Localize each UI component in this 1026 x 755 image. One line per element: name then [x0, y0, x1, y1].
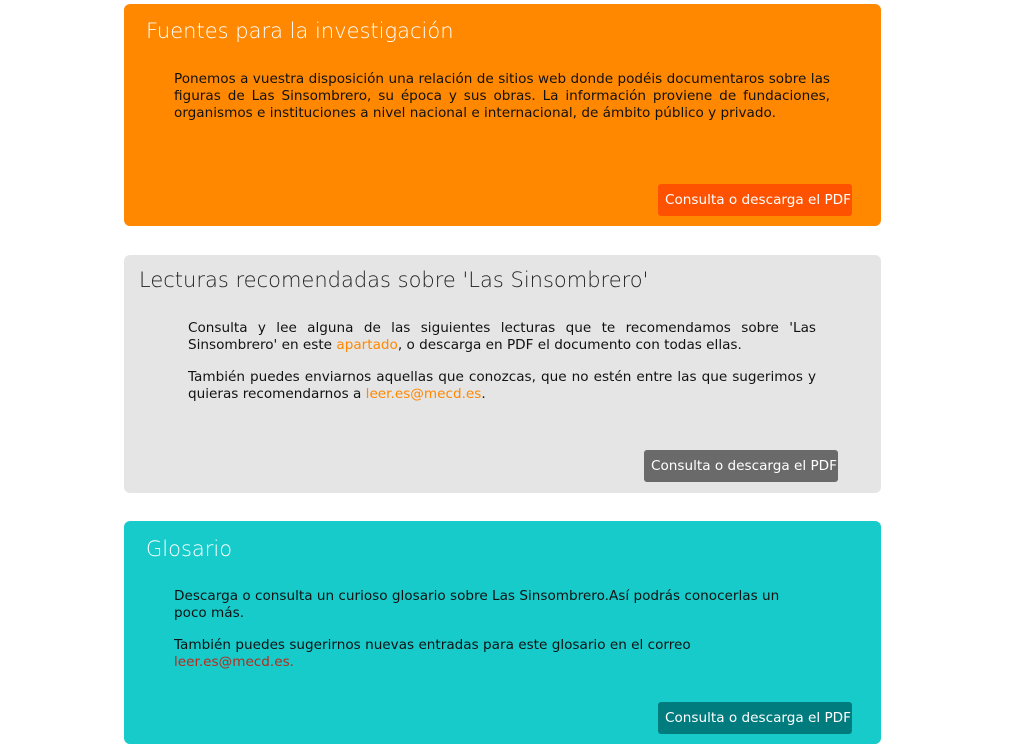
lecturas-p1-text-end: , o descarga en PDF el documento con todas ellas. — [397, 337, 742, 353]
lecturas-p2-text-end: . — [481, 386, 486, 402]
fuentes-body — [174, 71, 830, 137]
lecturas-email-link[interactable]: leer.es@mecd.es — [365, 386, 482, 402]
lecturas-p1-text: Consulta y lee alguna de las siguientes lecturas que te recomendamos sobre 'Las Sinsombrero' en este — [188, 320, 816, 353]
lecturas-paragraph-2 — [188, 369, 816, 403]
fuentes-title: Fuentes para la investigación — [146, 19, 454, 43]
lecturas-pdf-button[interactable]: Consulta o descarga el PDF — [644, 450, 838, 482]
glosario-card — [124, 521, 881, 744]
lecturas-body — [188, 320, 816, 418]
glosario-p2-text: También puedes sugerirnos nuevas entradas para este glosario en el correo — [174, 637, 691, 653]
lecturas-title: Lecturas recomendadas sobre 'Las Sinsombrero' — [139, 268, 649, 292]
glosario-body — [174, 588, 804, 686]
lecturas-p2-text: También puedes enviarnos aquellas que conozcas, que no estén entre las que sugerimos y quieras recomendarnos a — [188, 369, 816, 402]
lecturas-paragraph-1 — [188, 320, 816, 354]
glosario-paragraph-2 — [174, 637, 804, 671]
fuentes-description: Ponemos a vuestra disposición una relación de sitios web donde podéis documentaros sobre las figuras de Las Sinsombrero, su época y sus obras. La información proviene de fundaciones, organismos e instituciones a nivel nacional e internacional, de ámbito público y privado. — [174, 71, 830, 121]
glosario-title: Glosario — [146, 537, 233, 561]
fuentes-pdf-button[interactable]: Consulta o descarga el PDF — [658, 184, 852, 216]
apartado-link[interactable]: apartado — [336, 337, 398, 353]
glosario-email-link[interactable]: leer.es@mecd.es. — [174, 654, 295, 670]
lecturas-card — [124, 255, 881, 493]
fuentes-card — [124, 4, 881, 226]
glosario-paragraph-1: Descarga o consulta un curioso glosario sobre Las Sinsombrero.Así podrás conocerlas un poco más. — [174, 588, 780, 621]
glosario-pdf-button[interactable]: Consulta o descarga el PDF — [658, 702, 852, 734]
